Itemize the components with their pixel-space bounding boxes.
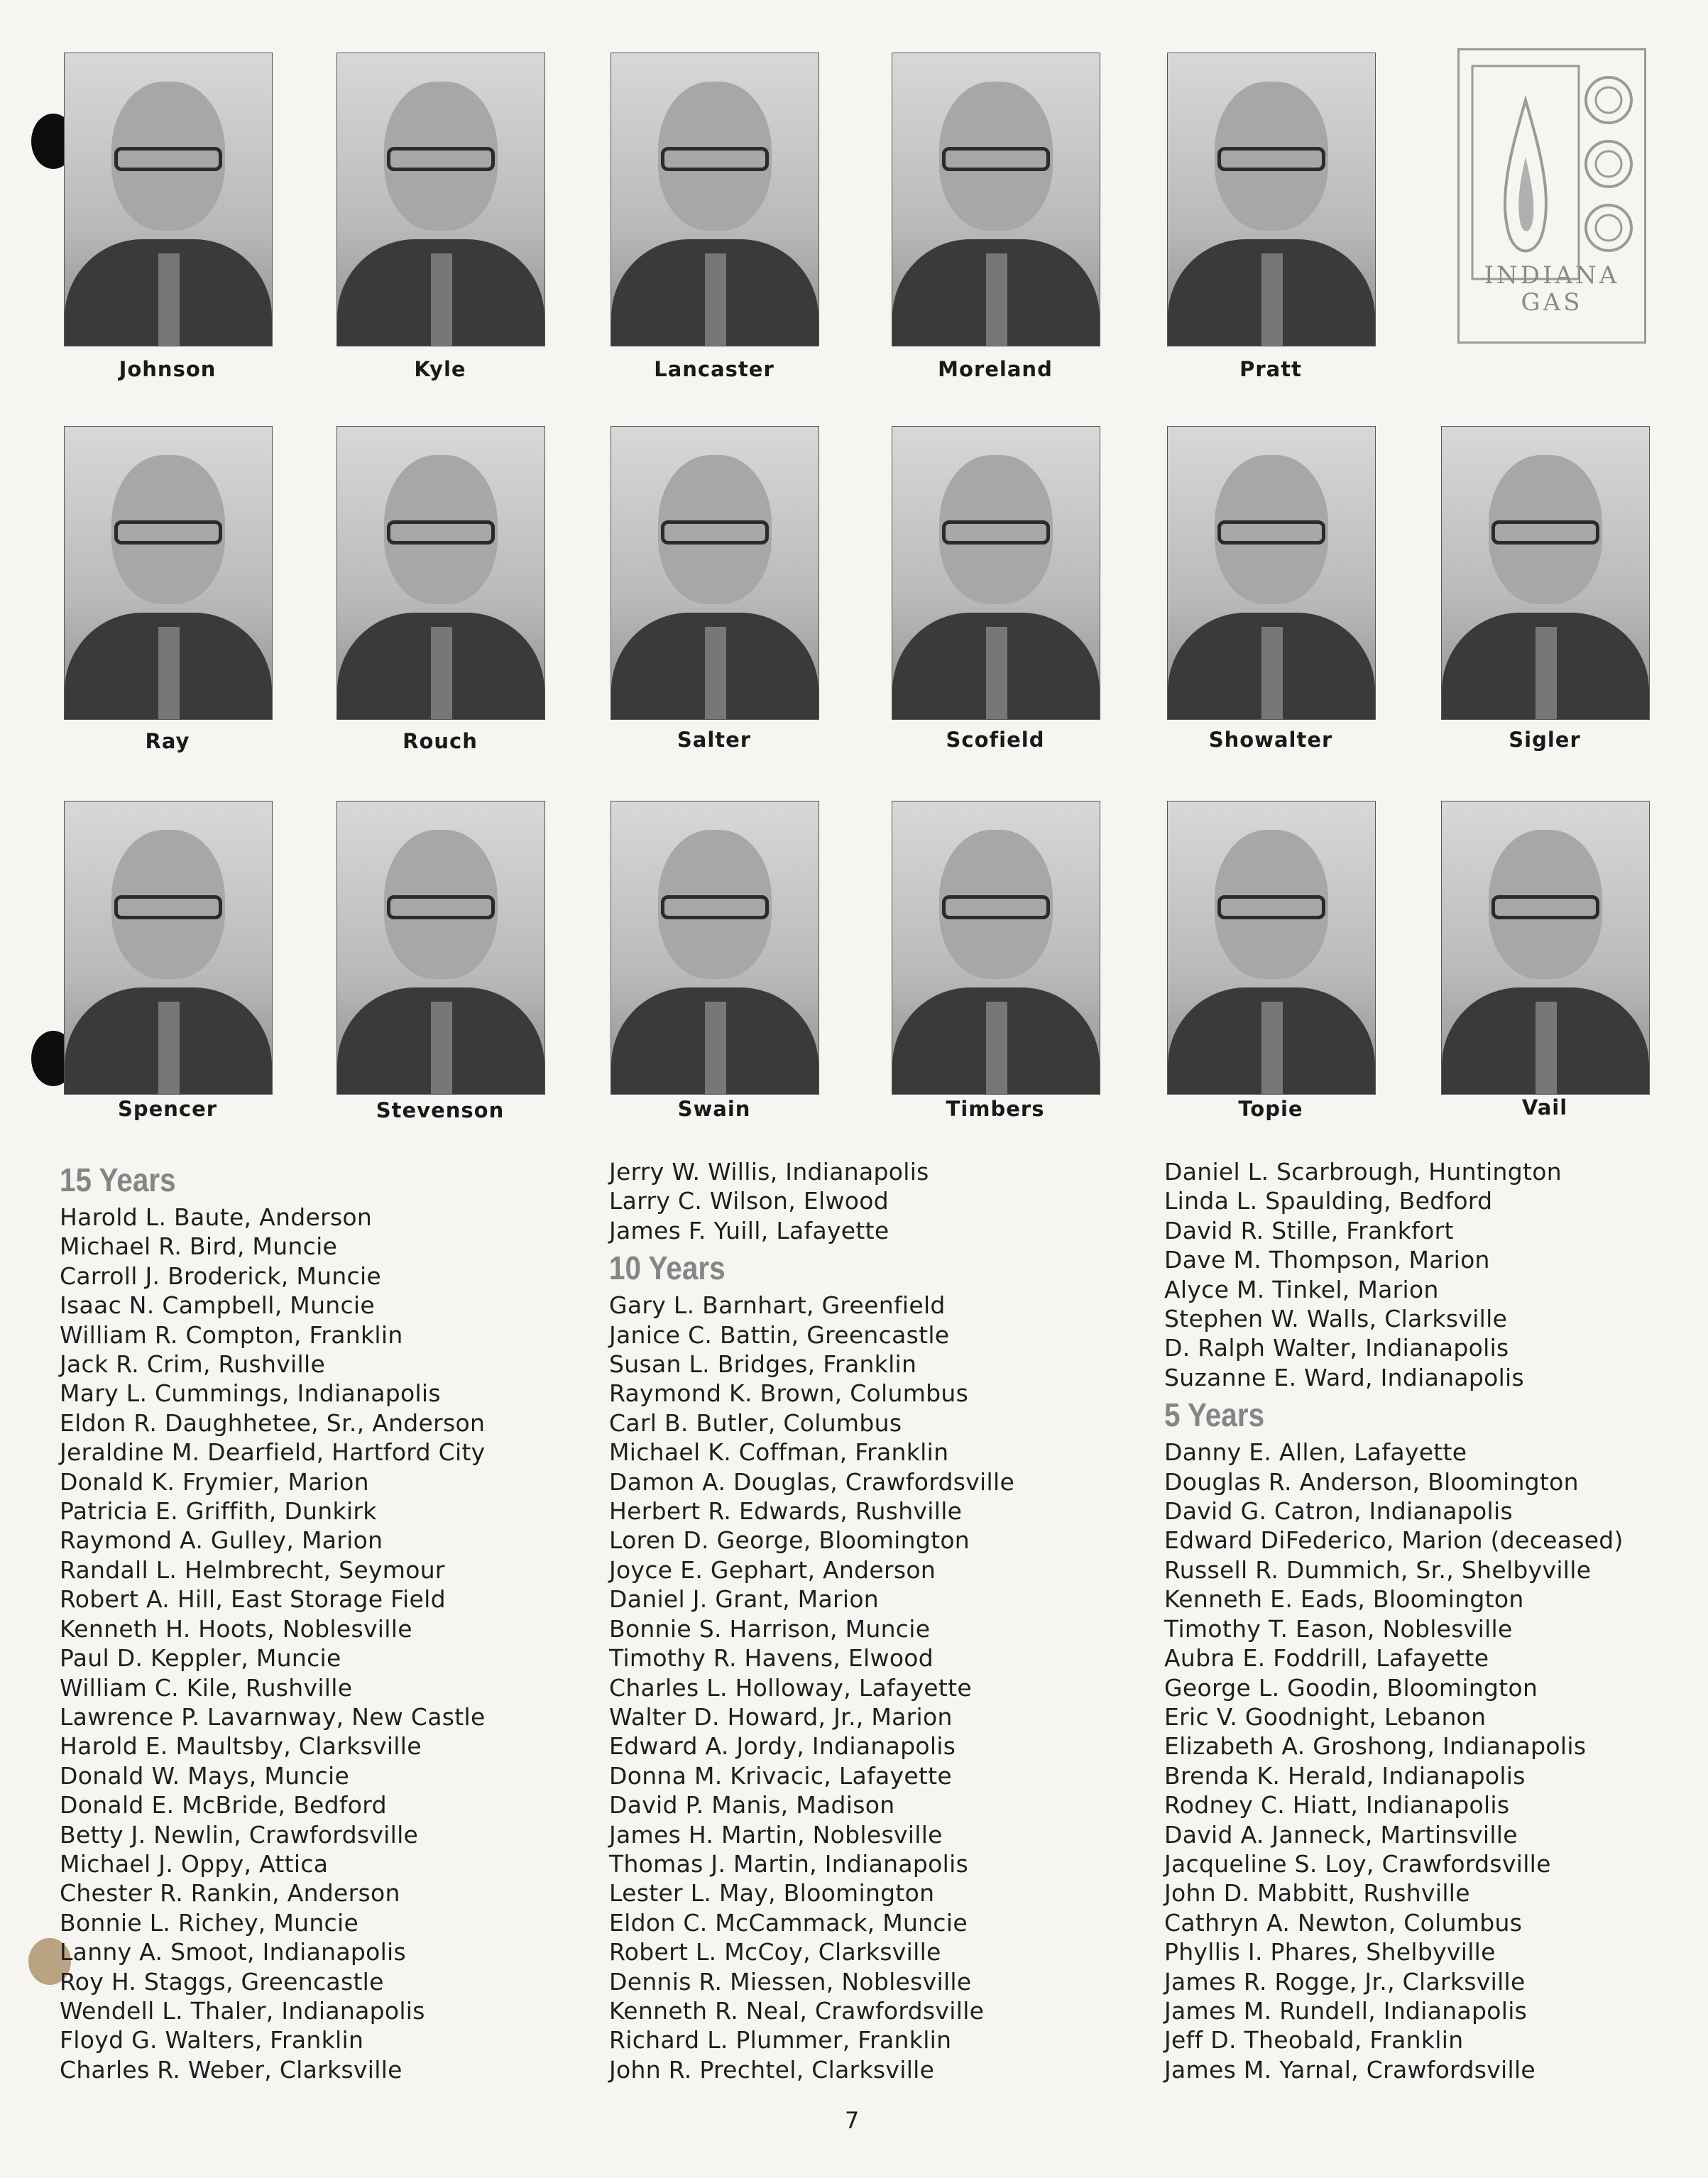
list-item: Donna M. Krivacic, Lafayette [609,1761,953,1790]
list-item: Rodney C. Hiatt, Indianapolis [1164,1791,1510,1819]
list-item: James F. Yuill, Lafayette [609,1216,889,1244]
portrait-photo [1441,801,1650,1095]
list-item: Roy H. Staggs, Greencastle [60,1967,384,1996]
portrait-caption: Swain [677,1097,751,1121]
list-item: Bonnie S. Harrison, Muncie [609,1614,931,1643]
portrait-caption: Showalter [1208,728,1333,752]
list-item: David R. Stille, Frankfort [1164,1216,1454,1244]
portrait-caption: Moreland [938,357,1053,381]
list-item: Robert A. Hill, East Storage Field [60,1585,446,1614]
list-item: Walter D. Howard, Jr., Marion [609,1702,953,1731]
list-item: Phyllis I. Phares, Shelbyville [1164,1938,1496,1966]
portrait-photo [611,801,819,1095]
list-item: Eric V. Goodnight, Lebanon [1164,1702,1487,1731]
list-item: Damon A. Douglas, Crawfordsville [609,1467,1015,1496]
list-item: Linda L. Spaulding, Bedford [1164,1187,1493,1215]
list-item: Raymond A. Gulley, Marion [60,1526,383,1555]
list-item: James M. Yarnal, Crawfordsville [1164,2055,1536,2084]
list-item: Charles L. Holloway, Lafayette [609,1673,972,1702]
list-item: Janice C. Battin, Greencastle [609,1320,950,1349]
list-item: Suzanne E. Ward, Indianapolis [1164,1363,1525,1391]
list-item: Eldon C. McCammack, Muncie [609,1908,968,1937]
list-item: Michael R. Bird, Muncie [60,1232,338,1261]
list-15-years-continued [609,1157,1149,1245]
list-item: Joyce E. Gephart, Anderson [609,1555,936,1584]
list-item: Edward A. Jordy, Indianapolis [609,1732,956,1761]
list-item: Carroll J. Broderick, Muncie [60,1262,382,1290]
portrait-caption: Rouch [403,729,478,753]
list-item: Aubra E. Foddrill, Lafayette [1164,1644,1489,1673]
portrait-photo [336,801,545,1095]
list-item: Alyce M. Tinkel, Marion [1164,1275,1439,1303]
portrait-photo [892,801,1100,1095]
list-item: Russell R. Dummich, Sr., Shelbyville [1164,1555,1592,1584]
list-item: Stephen W. Walls, Clarksville [1164,1305,1508,1333]
portrait-photo [336,426,545,720]
portrait-photo [336,53,545,346]
column-15-years [60,1157,599,2084]
list-item: Cathryn A. Newton, Columbus [1164,1908,1523,1937]
list-item: Daniel L. Scarbrough, Huntington [1164,1158,1562,1186]
column-5-years [1164,1157,1704,2084]
list-item: Jeff D. Theobald, Franklin [1164,2026,1464,2054]
list-item: Mary L. Cummings, Indianapolis [60,1379,441,1408]
list-item: Michael K. Coffman, Franklin [609,1438,949,1467]
list-item: Kenneth E. Eads, Bloomington [1164,1585,1524,1614]
list-item: Donald W. Mays, Muncie [60,1761,350,1790]
portrait-caption: Pratt [1239,357,1302,381]
portrait-photo [64,426,273,720]
list-item: Michael J. Oppy, Attica [60,1849,329,1878]
portrait-caption: Sigler [1509,728,1581,752]
list-item: Loren D. George, Bloomington [609,1526,970,1555]
list-item: Timothy T. Eason, Noblesville [1164,1614,1513,1643]
list-item: Brenda K. Herald, Indianapolis [1164,1761,1526,1790]
list-item: Lester L. May, Bloomington [609,1879,935,1908]
section-heading-5-years: 5 Years [1164,1396,1265,1434]
list-item: Dave M. Thompson, Marion [1164,1246,1490,1274]
portrait-photo [1167,53,1376,346]
portrait-photo [1441,426,1650,720]
portrait-caption: Kyle [414,357,466,381]
list-item: Carl B. Butler, Columbus [609,1408,902,1437]
list-5-years [1164,1438,1704,2084]
portrait-photo [892,426,1100,720]
list-item: Isaac N. Campbell, Muncie [60,1291,376,1320]
list-item: Betty J. Newlin, Crawfordsville [60,1820,419,1849]
list-item: Raymond K. Brown, Columbus [609,1379,969,1408]
portrait-caption: Johnson [119,357,217,381]
list-item: Thomas J. Martin, Indianapolis [609,1849,969,1878]
list-item: Jack R. Crim, Rushville [60,1350,326,1379]
portrait-photo [64,53,273,346]
list-item: David P. Manis, Madison [609,1791,895,1819]
portrait-caption: Lancaster [654,357,774,381]
list-item: John R. Prechtel, Clarksville [609,2055,935,2084]
list-item: Donald E. McBride, Bedford [60,1791,387,1819]
list-item: Bonnie L. Richey, Muncie [60,1908,359,1937]
indiana-gas-logo [1457,48,1646,344]
list-item: Charles R. Weber, Clarksville [60,2055,403,2084]
section-heading-15-years: 15 Years [60,1161,176,1198]
list-item: Harold E. Maultsby, Clarksville [60,1732,422,1761]
list-item: David A. Janneck, Martinsville [1164,1820,1518,1849]
portrait-caption: Topie [1238,1097,1303,1121]
list-item: Susan L. Bridges, Franklin [609,1350,917,1379]
list-item: Dennis R. Miessen, Noblesville [609,1967,972,1996]
list-item: Douglas R. Anderson, Bloomington [1164,1467,1579,1496]
list-item: Edward DiFederico, Marion (deceased) [1164,1526,1624,1555]
list-item: Kenneth R. Neal, Crawfordsville [609,1996,985,2025]
list-item: James M. Rundell, Indianapolis [1164,1996,1528,2025]
portrait-caption: Salter [677,728,752,752]
list-item: Elizabeth A. Groshong, Indianapolis [1164,1732,1587,1761]
list-item: Jerry W. Willis, Indianapolis [609,1158,929,1186]
list-item: John D. Mabbitt, Rushville [1164,1879,1470,1908]
list-item: Floyd G. Walters, Franklin [60,2026,364,2054]
portrait-photo [1167,801,1376,1095]
list-item: Wendell L. Thaler, Indianapolis [60,1996,425,2025]
portrait-caption: Vail [1521,1095,1568,1120]
list-item: Danny E. Allen, Lafayette [1164,1438,1467,1467]
list-item: Herbert R. Edwards, Rushville [609,1497,963,1526]
portrait-caption: Ray [145,729,190,753]
portrait-photo [892,53,1100,346]
portrait-photo [1167,426,1376,720]
list-item: Richard L. Plummer, Franklin [609,2026,952,2054]
portrait-photo [611,426,819,720]
list-item: Jacqueline S. Loy, Crawfordsville [1164,1849,1551,1878]
list-item: William C. Kile, Rushville [60,1673,353,1702]
list-item: James H. Martin, Noblesville [609,1820,943,1849]
list-item: Timothy R. Havens, Elwood [609,1644,934,1673]
list-item: Gary L. Barnhart, Greenfield [609,1291,946,1320]
list-item: William R. Compton, Franklin [60,1320,403,1349]
list-item: Daniel J. Grant, Marion [609,1585,880,1614]
list-item: Kenneth H. Hoots, Noblesville [60,1614,412,1643]
portrait-caption: Spencer [117,1097,218,1121]
section-heading-10-years: 10 Years [609,1249,726,1287]
portrait-caption: Scofield [946,728,1045,752]
logo-line-1: INDIANA [1484,261,1620,290]
list-item: Larry C. Wilson, Elwood [609,1187,889,1215]
portrait-caption: Timbers [946,1097,1045,1121]
list-item: Robert L. McCoy, Clarksville [609,1938,941,1966]
portrait-photo [64,801,273,1095]
list-item: Harold L. Baute, Anderson [60,1203,373,1231]
list-item: Patricia E. Griffith, Dunkirk [60,1497,377,1526]
list-item: Paul D. Keppler, Muncie [60,1644,341,1673]
portrait-caption: Stevenson [376,1098,505,1122]
list-item: Donald K. Frymier, Marion [60,1467,369,1496]
list-item: Randall L. Helmbrecht, Seymour [60,1555,445,1584]
list-item: James R. Rogge, Jr., Clarksville [1164,1967,1526,1996]
list-item: Lawrence P. Lavarnway, New Castle [60,1702,486,1731]
list-item: George L. Goodin, Bloomington [1164,1673,1538,1702]
list-item: D. Ralph Walter, Indianapolis [1164,1334,1509,1362]
logo-line-2: GAS [1521,288,1583,317]
list-item: Jeraldine M. Dearfield, Hartford City [60,1438,486,1467]
list-10-years-continued [1164,1157,1704,1392]
list-item: Chester R. Rankin, Anderson [60,1879,400,1908]
list-item: Lanny A. Smoot, Indianapolis [60,1938,407,1966]
list-15-years [60,1203,599,2084]
portrait-photo [611,53,819,346]
page-number: 7 [844,2107,860,2134]
column-10-years [609,1157,1149,2084]
list-10-years [609,1291,1149,2084]
list-item: David G. Catron, Indianapolis [1164,1497,1513,1526]
list-item: Eldon R. Daughhetee, Sr., Anderson [60,1408,486,1437]
